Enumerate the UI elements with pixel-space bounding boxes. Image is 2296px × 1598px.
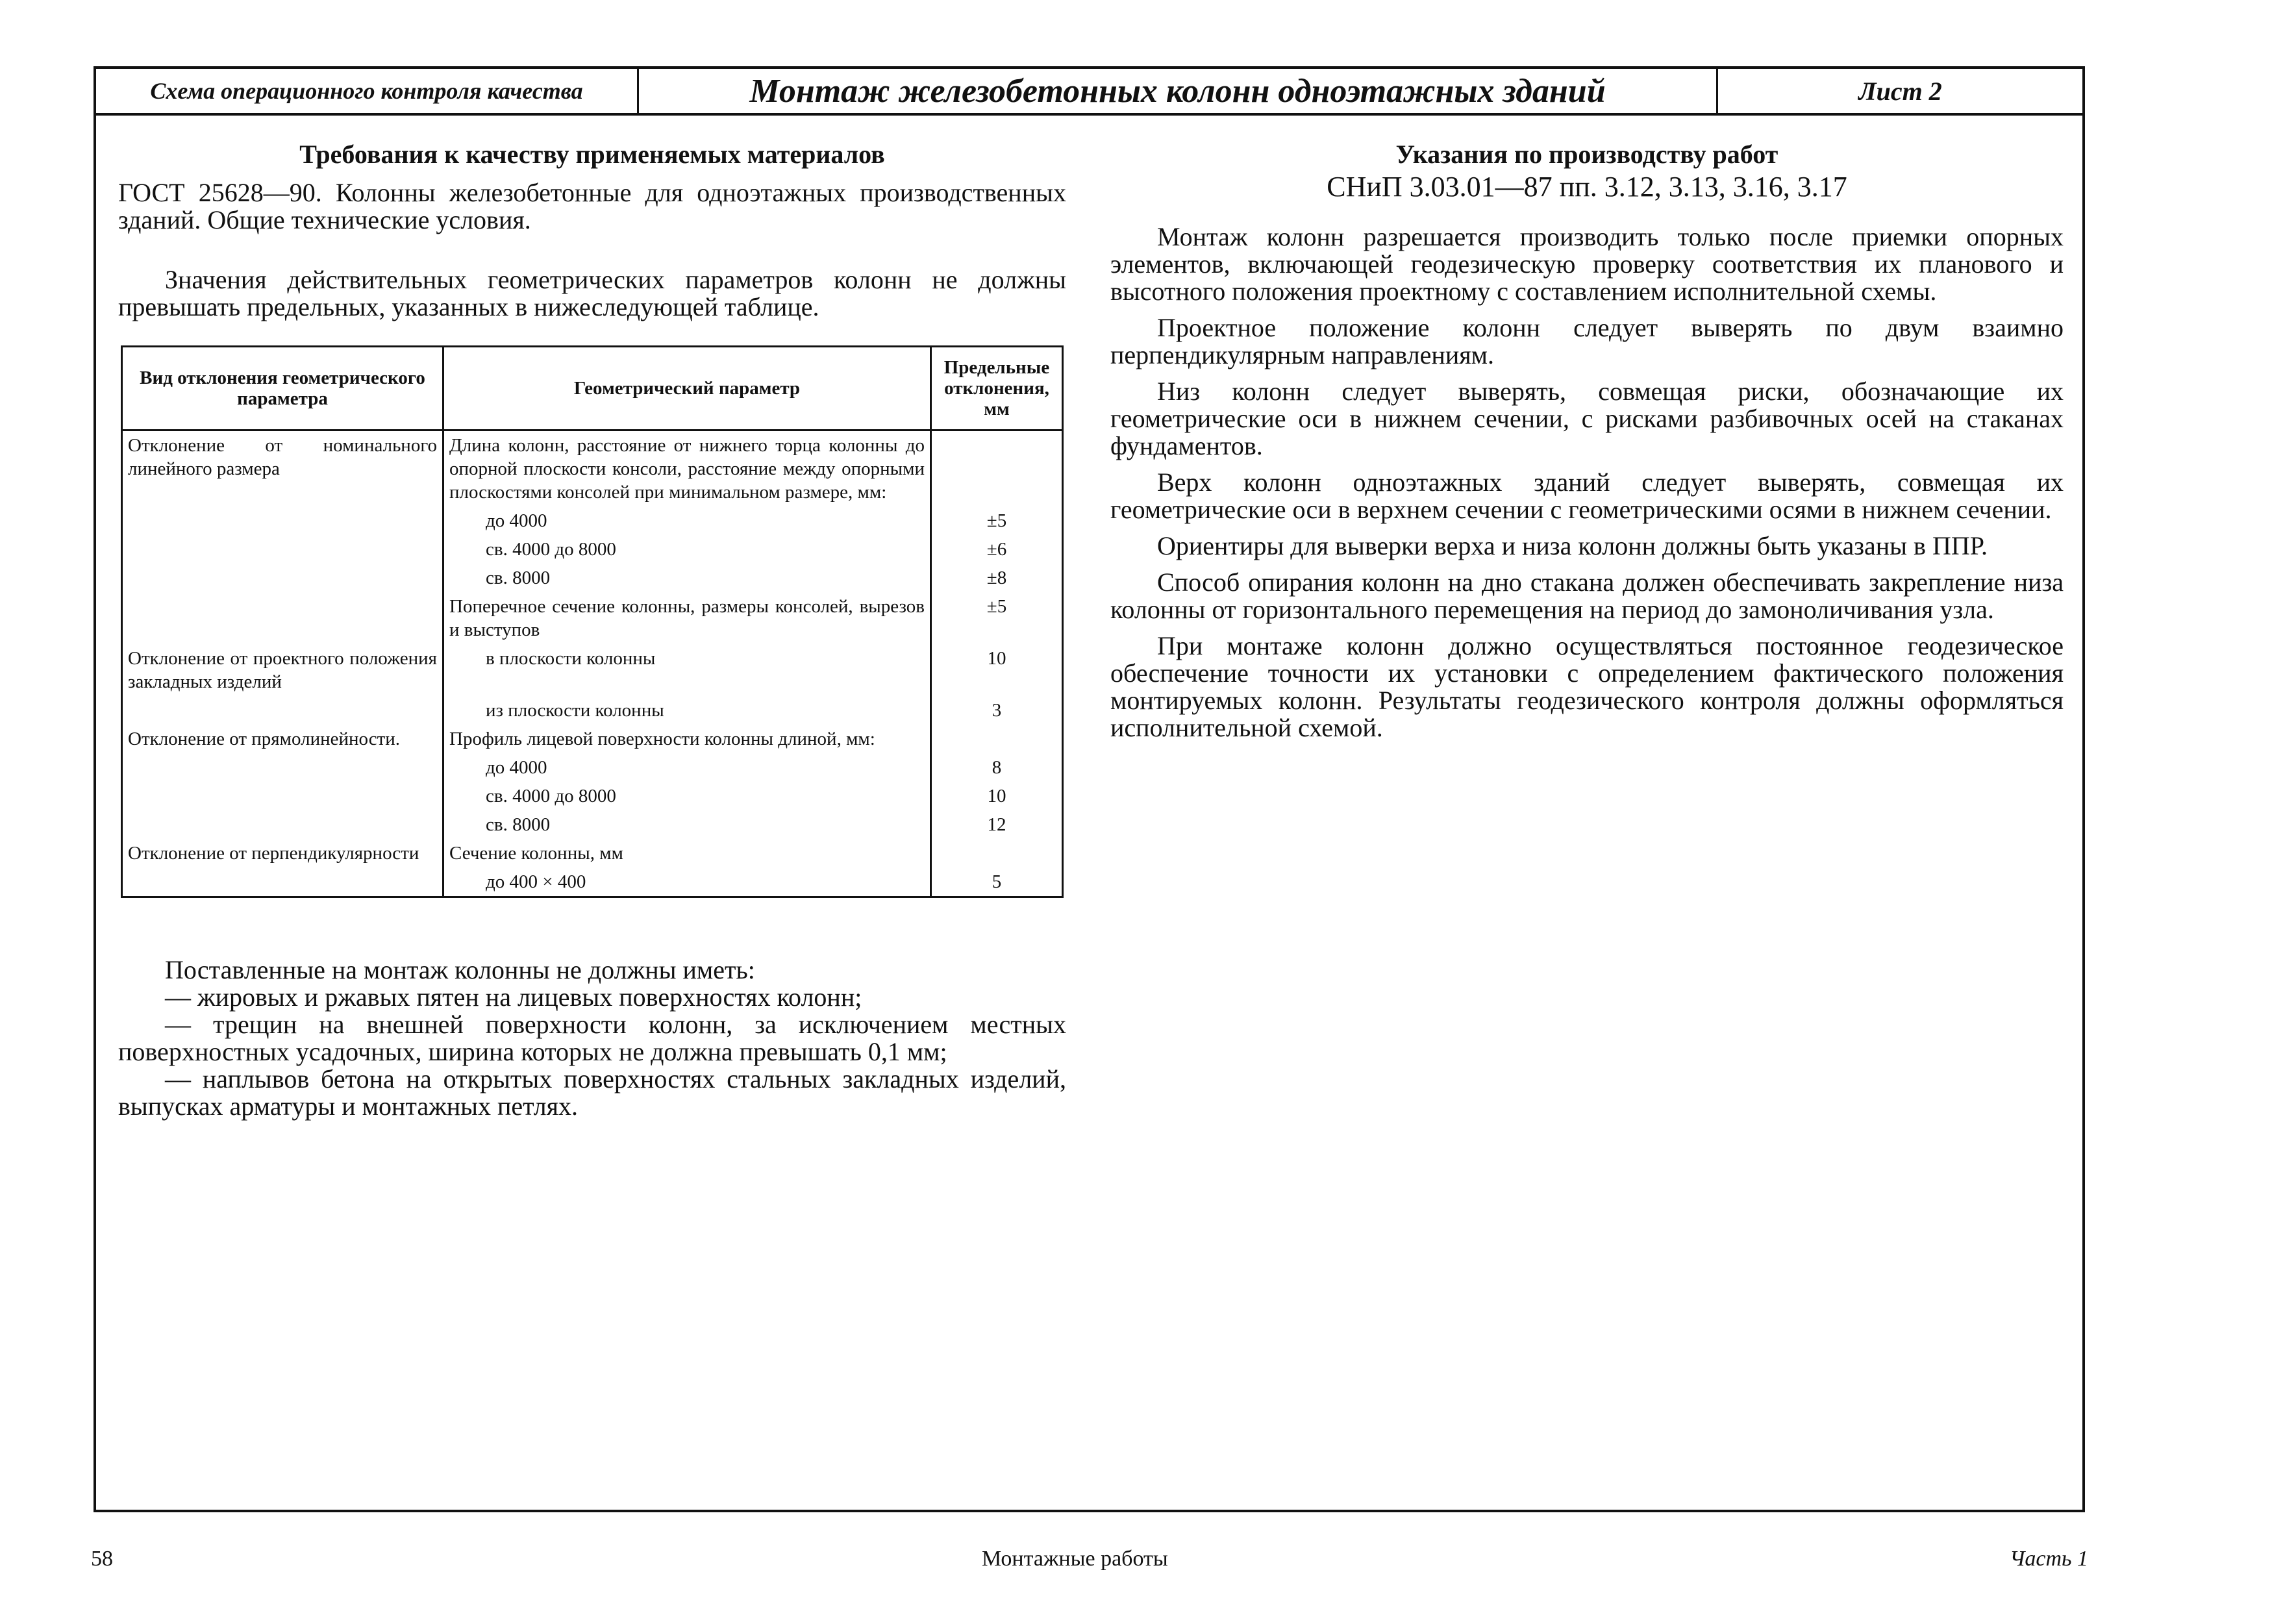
limit-cell <box>931 506 1063 535</box>
deviation-type-cell-text: Отклонение от проектного положения закладных изделий <box>128 648 437 692</box>
deviation-type-cell <box>122 868 443 897</box>
parameter-cell <box>443 564 931 592</box>
title-block <box>96 69 2082 116</box>
geometry-paragraph: Значения действительных геометрических параметров колонн не должны превышать предельных, указанных в нижеследующей таблице. <box>118 265 1066 321</box>
header-deviation-type: Вид отклонения геометрического параметра <box>122 347 443 431</box>
limit-cell-text: ±8 <box>986 568 1007 588</box>
parameter-cell-text: св. 4000 до 8000 <box>486 786 616 806</box>
instruction-paragraph: Верх колонн одноэтажных зданий следует выверять, совмещая их геометрические оси в верхнем сечении с геометрическими осями в нижнем сечении. <box>1110 468 2064 524</box>
parameter-cell <box>443 810 931 839</box>
defect-item-1: — жировых и ржавых пятен на лицевых поверхностях колонн; <box>165 982 862 1012</box>
table-body <box>122 431 1063 897</box>
deviation-type-cell <box>122 782 443 810</box>
table-row <box>122 431 1063 507</box>
limit-cell-text: 10 <box>987 648 1006 669</box>
limit-cell-text: 8 <box>992 757 1002 778</box>
deviation-type-cell-text: Отклонение от номинального линейного размера <box>128 435 437 479</box>
parameter-cell <box>443 782 931 810</box>
limit-cell-text: 3 <box>992 700 1002 721</box>
parameter-cell-text: св. 4000 до 8000 <box>486 539 616 560</box>
deviation-type-cell <box>122 592 443 644</box>
parameter-cell <box>443 644 931 696</box>
footer-section: Монтажные работы <box>982 1547 1168 1571</box>
instruction-paragraph: Ориентиры для выверки верха и низа колонн должны быть указаны в ППР. <box>1157 531 1988 560</box>
parameter-cell <box>443 592 931 644</box>
parameter-cell <box>443 535 931 564</box>
parameter-cell <box>443 868 931 897</box>
table-row <box>122 810 1063 839</box>
table-row <box>122 839 1063 868</box>
parameter-cell-text: до 4000 <box>486 757 547 778</box>
deviation-type-cell <box>122 644 443 696</box>
parameter-cell-text: Длина колонн, расстояние от нижнего торца колонны до опорной плоскости консоли, расстояние между опорными плоскостями консолей при минимальном размере, мм: <box>449 435 925 503</box>
limit-cell <box>931 644 1063 696</box>
table-header-row <box>122 347 1063 431</box>
limit-cell <box>931 564 1063 592</box>
materials-column <box>118 139 1066 1120</box>
defects-intro: Поставленные на монтаж колонны не должны иметь: <box>165 955 755 984</box>
deviation-type-cell <box>122 810 443 839</box>
limit-cell <box>931 431 1063 507</box>
parameter-cell-text: до 400 × 400 <box>486 871 586 892</box>
deviation-type-cell <box>122 535 443 564</box>
limit-cell-text: 12 <box>987 814 1006 835</box>
defect-item-2: — трещин на внешней поверхности колонн, за исключением местных поверхностных усадочных, ширина которых не должна превышать 0,1 мм; <box>118 1010 1066 1066</box>
table-row <box>122 592 1063 644</box>
tolerance-table <box>121 345 1064 898</box>
limit-cell <box>931 839 1063 868</box>
limit-cell-text: 10 <box>987 786 1006 806</box>
limit-cell <box>931 725 1063 753</box>
parameter-cell <box>443 839 931 868</box>
limit-cell <box>931 696 1063 725</box>
deviation-type-cell-text: Отклонение от перпендикулярности <box>128 843 419 864</box>
table-row <box>122 753 1063 782</box>
parameter-cell <box>443 431 931 507</box>
deviation-type-cell <box>122 431 443 507</box>
parameter-cell-text: Профиль лицевой поверхности колонны длиной, мм: <box>449 729 875 749</box>
limit-cell-text: 5 <box>992 871 1002 892</box>
header-limit: Предельные отклонения, мм <box>931 347 1063 431</box>
instructions-column <box>1110 139 2064 742</box>
limit-cell <box>931 592 1063 644</box>
instruction-paragraph: Проектное положение колонн следует выверять по двум взаимно перпендикулярным направлениям. <box>1110 313 2064 369</box>
parameter-cell <box>443 506 931 535</box>
parameter-cell-text: в плоскости колонны <box>486 648 656 669</box>
snip-reference: СНиП 3.03.01—87 пп. 3.12, 3.13, 3.16, 3.17 <box>1327 171 1847 203</box>
parameter-cell <box>443 725 931 753</box>
instructions-title: Указания по производству работ <box>1395 140 1778 169</box>
parameter-cell-text: до 4000 <box>486 510 547 531</box>
deviation-type-cell-text: Отклонение от прямолинейности. <box>128 729 401 749</box>
limit-cell-text: ±5 <box>986 596 1007 617</box>
gost-paragraph: ГОСТ 25628—90. Колонны железобетонные для одноэтажных производственных зданий. Общие технические условия. <box>118 178 1066 234</box>
table-row <box>122 725 1063 753</box>
table-row <box>122 782 1063 810</box>
deviation-type-cell <box>122 696 443 725</box>
table-row <box>122 535 1063 564</box>
parameter-cell-text: Сечение колонны, мм <box>449 843 623 864</box>
sheet-number: Лист 2 <box>1858 76 1942 106</box>
page-frame <box>94 66 2085 1512</box>
instruction-paragraph: При монтаже колонн должно осуществляться постоянное геодезическое обеспечение точности их установки с определением фактического положения монтируемых колонн. Результаты геодезического контроля должны оформляться исполнительной схемой. <box>1110 631 2064 742</box>
limit-cell <box>931 753 1063 782</box>
instruction-paragraph: Способ опирания колонн на дно стакана должен обеспечивать закрепление низа колонны от горизонтального перемещения на период до замоноличивания узла. <box>1110 568 2064 624</box>
instruction-paragraph: Низ колонн следует выверять, совмещая риски, обозначающие их геометрические оси в нижнем сечении, с рисками разбивочных осей на стаканах фундаментов. <box>1110 377 2064 460</box>
limit-cell <box>931 868 1063 897</box>
deviation-type-cell <box>122 725 443 753</box>
deviation-type-cell <box>122 506 443 535</box>
table-row <box>122 564 1063 592</box>
page-number: 58 <box>91 1547 113 1571</box>
parameter-cell-text: из плоскости колонны <box>486 700 664 721</box>
parameter-cell-text: Поперечное сечение колонны, размеры консолей, вырезов и выступов <box>449 596 925 640</box>
deviation-type-cell <box>122 753 443 782</box>
limit-cell-text: ±6 <box>986 539 1007 560</box>
table-row <box>122 506 1063 535</box>
limit-cell <box>931 535 1063 564</box>
parameter-cell-text: св. 8000 <box>486 814 551 835</box>
materials-title: Требования к качеству применяемых материалов <box>299 140 885 169</box>
parameter-cell <box>443 696 931 725</box>
deviation-type-cell <box>122 564 443 592</box>
instruction-paragraph: Монтаж колонн разрешается производить только после приемки опорных элементов, включающей геодезическую проверку соответствия их планового и высотного положения проектному с составлением исполнительной схемы. <box>1110 222 2064 306</box>
deviation-type-cell <box>122 839 443 868</box>
table-row <box>122 644 1063 696</box>
limit-cell <box>931 810 1063 839</box>
document-title: Монтаж железобетонных колонн одноэтажных зданий <box>639 69 1718 113</box>
limit-cell <box>931 782 1063 810</box>
parameter-cell <box>443 753 931 782</box>
table-row <box>122 868 1063 897</box>
header-parameter: Геометрический параметр <box>443 347 931 431</box>
footer-part: Часть 1 <box>2009 1547 2088 1571</box>
parameter-cell-text: св. 8000 <box>486 568 551 588</box>
scheme-label: Схема операционного контроля качества <box>96 69 639 113</box>
defect-item-3: — наплывов бетона на открытых поверхностях стальных закладных изделий, выпусках арматуры и монтажных петлях. <box>118 1064 1066 1121</box>
limit-cell-text: ±5 <box>986 510 1007 531</box>
table-row <box>122 696 1063 725</box>
